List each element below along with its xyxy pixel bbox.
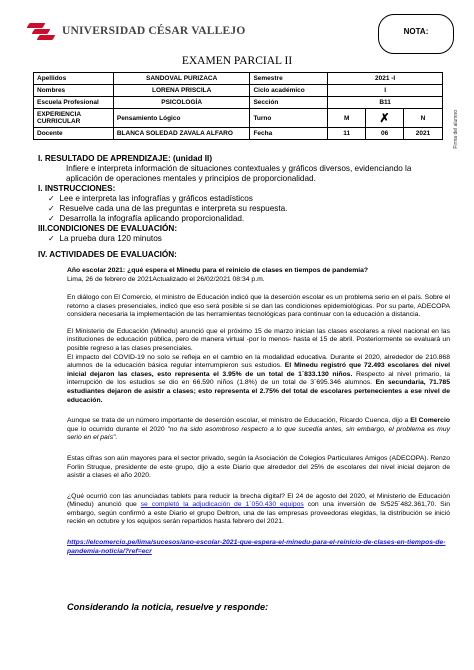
date-month: 06 <box>366 128 404 140</box>
section-text: Infiere e interpreta información de situaciones contextuales y gráficos diversos, evidenciando la aplicación de operaciones mentales y principios de proporcionalidad. <box>66 164 412 183</box>
closing-instruction: Considerando la noticia, resuelve y responde: <box>67 602 269 612</box>
date-year: 2021 <box>404 128 443 140</box>
article <box>67 267 450 284</box>
section-heading: I. INSTRUCCIONES: <box>38 184 116 193</box>
info-value: PSICOLOGÍA <box>113 97 250 109</box>
section-heading: III.CONDICIONES DE EVALUACIÓN: <box>38 224 178 233</box>
paragraph: Estas cifras son aún mayores para el sector privado, según la Asociación de Colegios Particulares Amigos (ADECOPA). Renzo Forlin Struque, presidente de este grupo, dijo a este Diario que alrededor del 25% de escolares del nivel inicial dejaron de asistir a clases el año 2020. <box>67 454 450 480</box>
list-item: ✓ La prueba dura 120 minutos <box>48 234 162 243</box>
university-name: UNIVERSIDAD CÉSAR VALLEJO <box>62 25 246 37</box>
source-link[interactable]: https://elcomercio.pe/lima/sucesos/ano-escolar-2021-que-espera-el-minedu-para-el-reinicio-de-clases-en-tiempos-de-pandemia-noticia/?ref=ecr <box>67 539 446 555</box>
page-title: EXAMEN PARCIAL II <box>181 55 293 67</box>
list-item: ✓ Desarrolla la infografía aplicando proporcionalidad. <box>48 214 245 223</box>
check-icon: ✓ <box>48 204 60 213</box>
grade-box: NOTA: <box>378 14 454 54</box>
section-heading: I. RESULTADO DE APRENDIZAJE: (unidad II) <box>38 154 213 163</box>
info-value: 2021 -I <box>328 73 443 85</box>
article-dateline: Lima, 26 de febrero de 2021Actualizado el 26/02/2021 08:34 p.m. <box>67 275 265 283</box>
info-label: Fecha <box>250 128 328 140</box>
paragraph: En diálogo con El Comercio, el ministro de Educación indicó que la deserción escolar es un problema serio en el país. Sobre el retorno a clases presenciales, indicó que eso será posible si se dan las condiciones epidemiológicas. Por su parte, ADECOPA considera necesaria la implementación de las herramientas tecnológicas para continuar con la educación a distancia. <box>67 294 450 319</box>
info-label: Ciclo académico <box>250 85 328 97</box>
shift-t-mark-icon: ✗ <box>366 109 404 128</box>
check-icon: ✓ <box>48 234 60 243</box>
info-label: Docente <box>34 128 114 140</box>
paragraph: Aunque se trata de un número importante de deserción escolar, el ministro de Educación, Ricardo Cuenca, dijo a El Comercio que lo ocurrido durante el 2020 "no ha sido asombroso respecto a lo que sucedía antes, sin embargo, el problema es muy serio en el país". <box>67 417 450 442</box>
adjudication-link[interactable]: se completó la adjudicación de 1´050.430 equipos <box>140 501 304 509</box>
article-headline: Año escolar 2021: ¿qué espera el Minedu para el reinicio de clases en tiempos de pandemia? <box>67 267 369 274</box>
university-logo <box>28 22 246 40</box>
date-day: 11 <box>328 128 366 140</box>
info-label: Apellidos <box>34 73 114 85</box>
info-value: Pensamiento Lógico <box>113 109 250 128</box>
check-icon: ✓ <box>48 214 60 223</box>
section-heading: IV. ACTIVIDADES DE EVALUACIÓN: <box>38 250 177 259</box>
logo-mark-icon <box>28 22 58 40</box>
info-label: Semestre <box>250 73 328 85</box>
info-label: Escuela Profesional <box>34 97 114 109</box>
info-value: LORENA PRISCILA <box>113 85 250 97</box>
info-value: SANDOVAL PURIZACA <box>113 73 250 85</box>
student-info-table <box>33 72 443 140</box>
info-label: Nombres <box>34 85 114 97</box>
check-icon: ✓ <box>48 194 60 203</box>
info-value: BLANCA SOLEDAD ZAVALA ALFARO <box>113 128 250 140</box>
list-item: ✓ Lee e interpreta las infografías y gráficos estadísticos <box>48 194 253 203</box>
info-label: Sección <box>250 97 328 109</box>
article-body <box>67 294 450 564</box>
info-value: I <box>328 85 443 97</box>
shift-n: N <box>404 109 443 128</box>
list-item: ✓ Resuelve cada una de las preguntas e interpreta su respuesta. <box>48 204 288 213</box>
paragraph: El impacto del COVID-19 no solo se refleja en el cambio en la modalidad educativa. Durante el 2020, alrededor de 210.868 alumnos de la educación básica regular interrumpieron sus estudios. El Minedu registró que 72.493 escolares del nivel inicial dejaron las clases, esto representa el 3.95% de un total de 1´833.130 niños. Respecto al nivel primario, la interrupción de los estudios se dio en 66.590 niños (1.8%) de un total de 3´695.346 alumnos. En secundaria, 71.785 estudiantes dejaron de asistir a clases; esto representa el 2.75% del total de escolares pertenecientes a ese nivel de educación. <box>67 353 450 404</box>
paragraph: ¿Qué ocurrió con las anunciadas tablets para reducir la brecha digital? El 24 de agosto del 2020, el Ministerio de Educación (Minedu) anunció que se completó la adjudicación de 1´050.430 equipos con una inversión de S/525´482.361,70. Sin embargo, según confirmó a este Diario el grupo Deltron, una de las empresas proveedoras elegidas, la distribución se inició recién en octubre y los equipos serán repartidos hasta febrero del 2021. <box>67 492 450 526</box>
info-label: Turno <box>250 109 328 128</box>
signature-label: Firma del alumno <box>453 110 459 149</box>
info-label: EXPERIENCIA CURRICULAR <box>34 109 114 128</box>
info-value: B11 <box>328 97 443 109</box>
shift-m: M <box>328 109 366 128</box>
paragraph: El Ministerio de Educación (Minedu) anunció que el próximo 15 de marzo inician las clases escolares a nivel nacional en las instituciones de educación pública, pero de manera virtual -por lo menos- hasta el 15 de abril. Posteriormente se evaluará un posible regreso a las clases presenciales. <box>67 327 450 352</box>
